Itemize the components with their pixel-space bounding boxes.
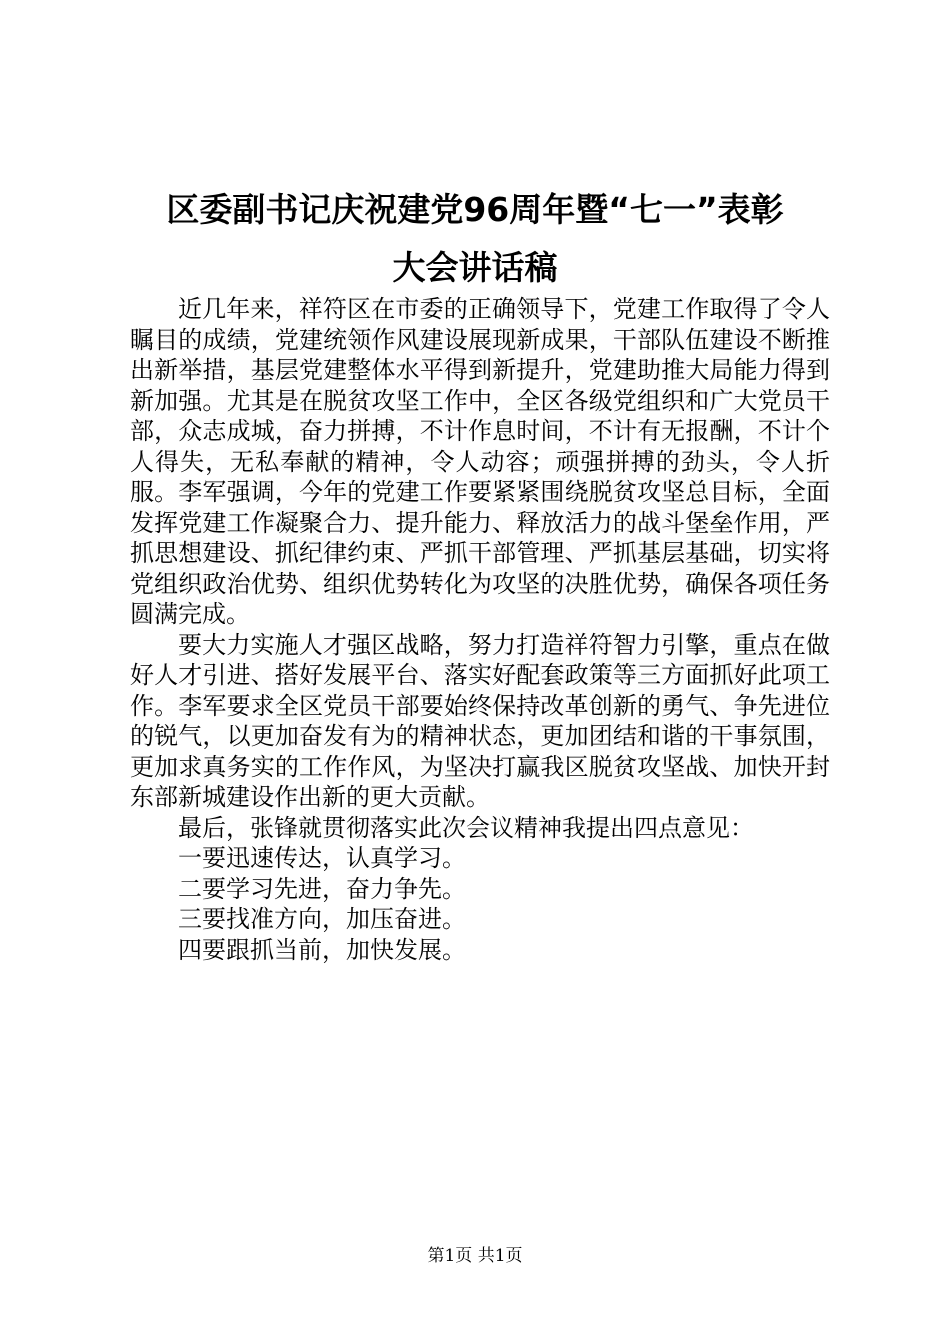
- document-body: [130, 294, 830, 965]
- point-2: 二要学习先进，奋力争先。: [178, 874, 466, 903]
- document-title-line-2: 大会讲话稿: [392, 248, 558, 287]
- document-title-line-1: 区委副书记庆祝建党96周年暨“七一”表彰: [166, 190, 784, 229]
- point-1: 一要迅速传达，认真学习。: [178, 844, 466, 872]
- page-footer: 第1页 共1页: [427, 1246, 523, 1266]
- paragraph-3: 最后，张锋就贯彻落实此次会议精神我提出四点意见：: [178, 813, 754, 842]
- paragraph-2: 要大力实施人才强区战略，努力打造祥符智力引擎，重点在做好人才引进、搭好发展平台、落实好配套政策等三方面抓好此项工作。李军要求全区党员干部要始终保持改革创新的勇气、争先进位的锐气，以更加奋发有为的精神状态，更加团结和谐的干事氛围，更加求真务实的工作作风，为坚决打赢我区脱贫攻坚战、加快开封东部新城建设作出新的更大贡献。: [130, 630, 830, 811]
- point-4: 四要跟抓当前，加快发展。: [178, 935, 466, 964]
- point-3: 三要找准方向，加压奋进。: [178, 905, 466, 933]
- paragraph-1: 近几年来，祥符区在市委的正确领导下，党建工作取得了令人瞩目的成绩，党建统领作风建设展现新成果，干部队伍建设不断推出新举措，基层党建整体水平得到新提升，党建助推大局能力得到新加强。尤其是在脱贫攻坚工作中，全区各级党组织和广大党员干部，众志成城，奋力拼搏，不计作息时间，不计有无报酬，不计个人得失，无私奉献的精神，令人动容；顽强拼搏的劲头，令人折服。李军强调，今年的党建工作要紧紧围绕脱贫攻坚总目标，全面发挥党建工作凝聚合力、提升能力、释放活力的战斗堡垒作用，严抓思想建设、抓纪律约束、严抓干部管理、严抓基层基础，切实将党组织政治优势、组织优势转化为攻坚的决胜优势，确保各项任务圆满完成。: [130, 295, 830, 628]
